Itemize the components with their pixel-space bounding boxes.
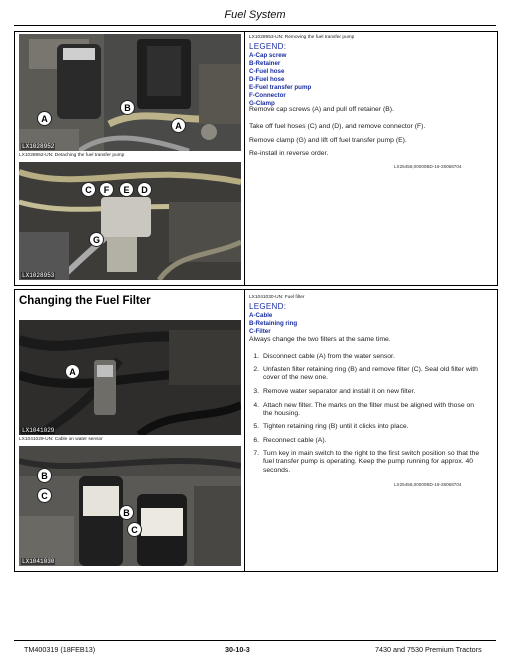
- legend-item: B-Retainer: [249, 60, 281, 67]
- step-text: Attach new filter. The marks on the filter must be aligned with those on the housing.: [263, 402, 475, 418]
- step-number: 3.: [253, 388, 259, 395]
- legend-title: LEGEND:: [249, 302, 287, 311]
- section-1-divider: [244, 31, 245, 285]
- step-number: 5.: [253, 423, 259, 430]
- photo-id: LX1041029: [22, 427, 55, 434]
- photo-fuel-transfer-pump-detach: [19, 34, 241, 151]
- photo-id: LX1028953: [22, 272, 55, 279]
- legend-item: A-Cap screw: [249, 52, 287, 59]
- legend-title: LEGEND:: [249, 42, 287, 51]
- callout-B: B: [119, 505, 134, 520]
- step-text: Tighten retaining ring (B) until it clicks into place.: [263, 423, 409, 430]
- callout-B: B: [120, 100, 135, 115]
- instruction-paragraph: Remove cap screws (A) and pull off retainer (B).: [249, 106, 394, 113]
- photo-fuel-filter: [19, 446, 241, 566]
- section-2-divider: [244, 289, 245, 571]
- callout-A: A: [37, 111, 52, 126]
- footer-page-number: 30-10-3: [225, 645, 250, 654]
- footer-rule: [14, 640, 496, 641]
- callout-B: B: [37, 468, 52, 483]
- photo-water-sensor-cable: [19, 320, 241, 435]
- step-number: 7.: [253, 450, 259, 457]
- legend-item: D-Fuel hose: [249, 76, 285, 83]
- step-text: Unfasten filter retaining ring (B) and remove filter (C). Seal old filter with cover of the new one.: [263, 366, 478, 382]
- callout-A: A: [65, 364, 80, 379]
- instruction-paragraph: Take off fuel hoses (C) and (D), and remove connector (F).: [249, 123, 426, 130]
- figure-label: LX1041030-UN: Fuel filter: [249, 295, 305, 300]
- step-text: Reconnect cable (A).: [263, 437, 327, 444]
- callout-C: C: [127, 522, 142, 537]
- section-title: Changing the Fuel Filter: [19, 295, 151, 307]
- step-text: Disconnect cable (A) from the water sensor.: [263, 353, 395, 360]
- photo-id: LX1041030: [22, 558, 55, 565]
- figure-label: LX1028953-UN: Removing the fuel transfer pump: [249, 35, 355, 40]
- step-text: Turn key in main switch to the right to the first switch position so that the fuel transfer pump is operating. Keep the pump running for approx. 40 seconds.: [263, 450, 480, 474]
- reference-code: LX25458,00000BD-19-28068704: [394, 164, 462, 169]
- photo-id: LX1028952: [22, 143, 55, 150]
- instruction-paragraph: Remove clamp (G) and lift off fuel transfer pump (E).: [249, 137, 407, 144]
- legend-item: C-Fuel hose: [249, 68, 285, 75]
- callout-C: C: [37, 488, 52, 503]
- footer-model: 7430 and 7530 Premium Tractors: [375, 645, 482, 654]
- instruction-paragraph: Re-install in reverse order.: [249, 150, 329, 157]
- photo-fuel-transfer-pump-remove: [19, 162, 241, 280]
- callout-D: D: [137, 182, 152, 197]
- legend-item: F-Connector: [249, 92, 286, 99]
- page-header-title: Fuel System: [224, 9, 286, 21]
- legend-item: B-Retaining ring: [249, 320, 298, 327]
- photo-caption: LX1028952-UN: Detaching the fuel transfer pump: [19, 153, 125, 158]
- legend-item: G-Clamp: [249, 100, 275, 107]
- step-number: 4.: [253, 402, 259, 409]
- intro-paragraph: Always change the two filters at the same time.: [249, 336, 391, 343]
- legend-item: C-Filter: [249, 328, 271, 335]
- callout-A: A: [171, 118, 186, 133]
- reference-code: LX25458,00000BD-19-28068704: [394, 482, 462, 487]
- callout-E: E: [119, 182, 134, 197]
- header-rule: [14, 25, 496, 26]
- callout-G: G: [89, 232, 104, 247]
- photo-caption: LX1041029-UN: Cable on water sensor: [19, 437, 103, 442]
- legend-item: A-Cable: [249, 312, 273, 319]
- step-number: 2.: [253, 366, 259, 373]
- footer-doc-id: TM400319 (18FEB13): [24, 645, 96, 654]
- step-number: 6.: [253, 437, 259, 444]
- step-number: 1.: [253, 353, 259, 360]
- callout-F: F: [99, 182, 114, 197]
- step-text: Remove water separator and install it on new filter.: [263, 388, 416, 395]
- callout-C: C: [81, 182, 96, 197]
- legend-item: E-Fuel transfer pump: [249, 84, 312, 91]
